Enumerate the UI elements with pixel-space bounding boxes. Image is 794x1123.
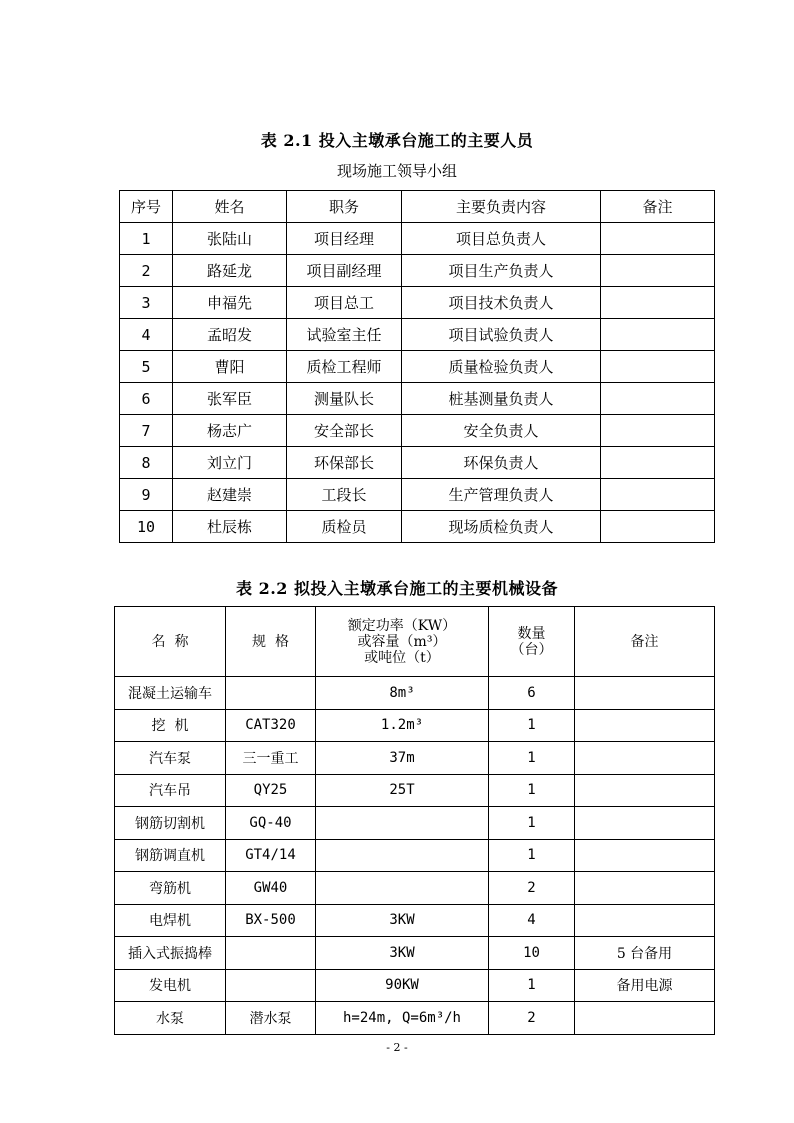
equipment-table-body	[115, 677, 715, 1035]
cell-remark	[575, 807, 715, 840]
table-row	[120, 511, 715, 543]
cell-position: 测量队长	[287, 383, 402, 415]
table-row	[120, 223, 715, 255]
header-quantity-line2: （台）	[510, 641, 553, 658]
cell-spec	[226, 677, 316, 710]
cell-quantity: 1	[489, 969, 575, 1002]
cell-quantity: 1	[489, 709, 575, 742]
cell-quantity: 10	[489, 937, 575, 970]
cell-position: 安全部长	[287, 415, 402, 447]
cell-position: 环保部长	[287, 447, 402, 479]
cell-remark	[575, 839, 715, 872]
cell-spec: 三一重工	[226, 742, 316, 775]
page-number: - 2 -	[386, 1041, 408, 1054]
cell-capacity: 1.2m³	[316, 709, 489, 742]
cell-remark	[575, 742, 715, 775]
cell-spec: GQ-40	[226, 807, 316, 840]
cell-remark	[601, 447, 715, 479]
cell-index: 2	[120, 255, 173, 287]
table-row	[115, 872, 715, 905]
cell-equipment-name: 挖 机	[115, 709, 226, 742]
cell-remark	[575, 677, 715, 710]
cell-name: 杜辰栋	[173, 511, 287, 543]
cell-spec: 潜水泵	[226, 1002, 316, 1035]
cell-equipment-name: 发电机	[115, 969, 226, 1002]
cell-position: 项目副经理	[287, 255, 402, 287]
cell-equipment-name: 插入式振捣棒	[115, 937, 226, 970]
cell-position: 质检员	[287, 511, 402, 543]
header-capacity-line1: 额定功率（KW）	[347, 617, 457, 634]
table-row	[120, 319, 715, 351]
cell-equipment-name: 钢筋切割机	[115, 807, 226, 840]
cell-quantity: 1	[489, 807, 575, 840]
cell-remark	[601, 223, 715, 255]
cell-spec	[226, 937, 316, 970]
table2-title: 表 2.2 拟投入主墩承台施工的主要机械设备	[236, 579, 558, 598]
table-row	[115, 937, 715, 970]
cell-equipment-name: 汽车吊	[115, 774, 226, 807]
cell-name: 张军臣	[173, 383, 287, 415]
header-responsibility: 主要负责内容	[402, 191, 601, 223]
cell-spec: BX-500	[226, 904, 316, 937]
cell-quantity: 6	[489, 677, 575, 710]
cell-index: 3	[120, 287, 173, 319]
cell-name: 张陆山	[173, 223, 287, 255]
equipment-table	[114, 606, 715, 1035]
cell-position: 工段长	[287, 479, 402, 511]
cell-remark: 5 台备用	[575, 937, 715, 970]
cell-responsibility: 桩基测量负责人	[402, 383, 601, 415]
cell-capacity: h=24m, Q=6m³/h	[316, 1002, 489, 1035]
header-capacity-line2: 或容量（m³）	[357, 633, 447, 650]
header-capacity-line3: 或吨位（t）	[364, 649, 440, 666]
table-header-row	[120, 191, 715, 223]
cell-capacity: 25T	[316, 774, 489, 807]
cell-remark	[601, 351, 715, 383]
cell-quantity: 1	[489, 774, 575, 807]
cell-responsibility: 项目总负责人	[402, 223, 601, 255]
cell-spec: CAT320	[226, 709, 316, 742]
table-row	[115, 807, 715, 840]
cell-equipment-name: 汽车泵	[115, 742, 226, 775]
cell-index: 9	[120, 479, 173, 511]
cell-spec: GT4/14	[226, 839, 316, 872]
cell-responsibility: 质量检验负责人	[402, 351, 601, 383]
cell-index: 10	[120, 511, 173, 543]
cell-quantity: 2	[489, 1002, 575, 1035]
cell-quantity: 1	[489, 839, 575, 872]
cell-name: 赵建崇	[173, 479, 287, 511]
cell-remark	[575, 904, 715, 937]
table1-subtitle: 现场施工领导小组	[336, 162, 457, 180]
table-row	[115, 677, 715, 710]
cell-responsibility: 环保负责人	[402, 447, 601, 479]
table1-title: 表 2.1 投入主墩承台施工的主要人员	[260, 131, 534, 150]
header-quantity-line1: 数量	[517, 625, 546, 642]
header-index: 序号	[120, 191, 173, 223]
cell-index: 8	[120, 447, 173, 479]
header-name: 姓名	[173, 191, 287, 223]
cell-remark	[601, 319, 715, 351]
cell-quantity: 4	[489, 904, 575, 937]
cell-responsibility: 项目试验负责人	[402, 319, 601, 351]
table-row	[120, 415, 715, 447]
personnel-table	[119, 190, 715, 543]
table-row	[120, 255, 715, 287]
table-row	[115, 1002, 715, 1035]
cell-index: 5	[120, 351, 173, 383]
cell-equipment-name: 钢筋调直机	[115, 839, 226, 872]
cell-responsibility: 生产管理负责人	[402, 479, 601, 511]
cell-remark	[601, 415, 715, 447]
cell-name: 孟昭发	[173, 319, 287, 351]
cell-responsibility: 安全负责人	[402, 415, 601, 447]
cell-capacity: 3KW	[316, 937, 489, 970]
header-position: 职务	[287, 191, 402, 223]
table-row	[120, 447, 715, 479]
cell-remark	[575, 872, 715, 905]
cell-spec: GW40	[226, 872, 316, 905]
cell-capacity: 37m	[316, 742, 489, 775]
table-row	[120, 479, 715, 511]
table-row	[120, 383, 715, 415]
cell-name: 申福先	[173, 287, 287, 319]
cell-quantity: 2	[489, 872, 575, 905]
cell-remark	[601, 255, 715, 287]
cell-name: 杨志广	[173, 415, 287, 447]
cell-position: 质检工程师	[287, 351, 402, 383]
cell-capacity: 3KW	[316, 904, 489, 937]
header-quantity	[489, 607, 575, 677]
table-row	[115, 969, 715, 1002]
header-remark: 备注	[575, 607, 715, 677]
cell-equipment-name: 混凝土运输车	[115, 677, 226, 710]
cell-name: 曹阳	[173, 351, 287, 383]
table-row	[115, 839, 715, 872]
cell-equipment-name: 水泵	[115, 1002, 226, 1035]
header-remark: 备注	[601, 191, 715, 223]
cell-capacity	[316, 872, 489, 905]
cell-position: 项目总工	[287, 287, 402, 319]
cell-remark	[601, 287, 715, 319]
table-row	[115, 709, 715, 742]
cell-index: 7	[120, 415, 173, 447]
cell-remark	[601, 511, 715, 543]
cell-name: 路延龙	[173, 255, 287, 287]
cell-equipment-name: 弯筋机	[115, 872, 226, 905]
cell-remark	[601, 479, 715, 511]
cell-remark	[575, 709, 715, 742]
cell-equipment-name: 电焊机	[115, 904, 226, 937]
table-header-row	[115, 607, 715, 677]
cell-spec: QY25	[226, 774, 316, 807]
cell-responsibility: 现场质检负责人	[402, 511, 601, 543]
table-row	[115, 904, 715, 937]
cell-quantity: 1	[489, 742, 575, 775]
cell-remark	[601, 383, 715, 415]
cell-remark	[575, 1002, 715, 1035]
cell-remark: 备用电源	[575, 969, 715, 1002]
table-row	[120, 351, 715, 383]
cell-name: 刘立门	[173, 447, 287, 479]
cell-capacity	[316, 807, 489, 840]
cell-capacity: 90KW	[316, 969, 489, 1002]
cell-position: 项目经理	[287, 223, 402, 255]
cell-index: 4	[120, 319, 173, 351]
cell-index: 1	[120, 223, 173, 255]
header-equipment-name: 名 称	[115, 607, 226, 677]
cell-remark	[575, 774, 715, 807]
cell-index: 6	[120, 383, 173, 415]
cell-capacity: 8m³	[316, 677, 489, 710]
header-capacity	[316, 607, 489, 677]
table-row	[115, 774, 715, 807]
cell-spec	[226, 969, 316, 1002]
personnel-table-body	[120, 223, 715, 543]
header-spec: 规 格	[226, 607, 316, 677]
cell-position: 试验室主任	[287, 319, 402, 351]
table-row	[120, 287, 715, 319]
cell-responsibility: 项目生产负责人	[402, 255, 601, 287]
cell-capacity	[316, 839, 489, 872]
table-row	[115, 742, 715, 775]
cell-responsibility: 项目技术负责人	[402, 287, 601, 319]
